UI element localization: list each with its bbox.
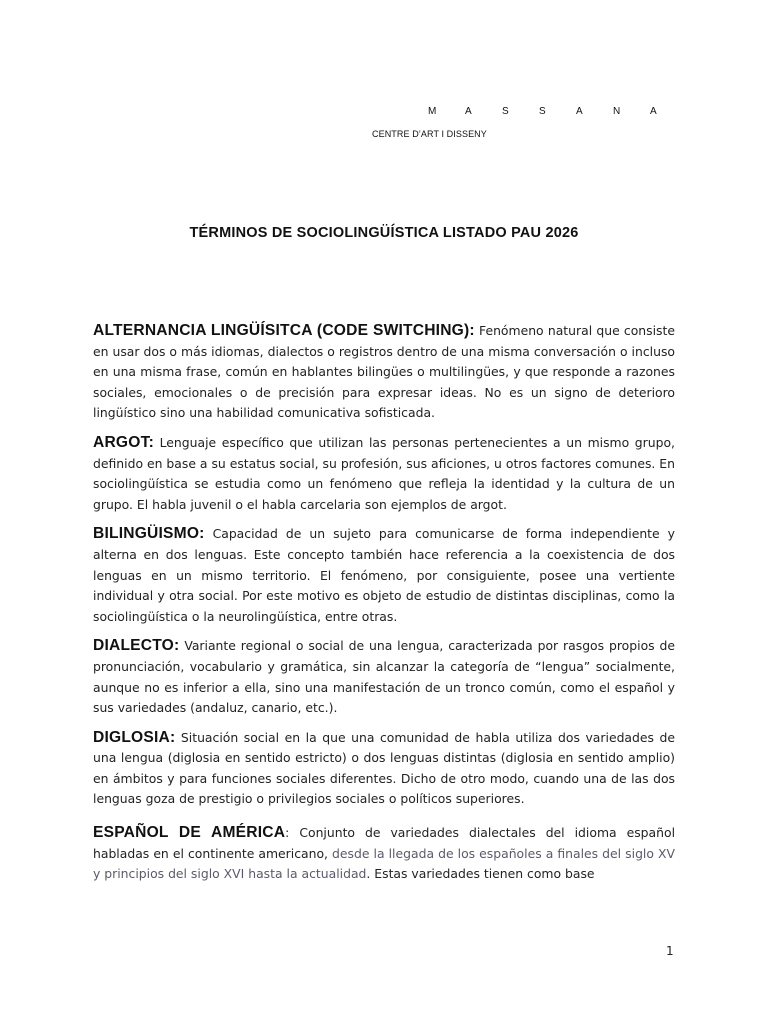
- logo-letter: A: [650, 106, 657, 117]
- term-heading: DIALECTO:: [93, 637, 180, 655]
- term-definition: Fenómeno natural que consiste en usar dos o más idiomas, dialectos o registros dentro de una misma conversación o incluso en una misma frase, común en hablantes bilingües o multilingües, y que responde a razones sociales, emocionales o de precisión para expresar ideas. No es un signo de deterioro lingüístico sino una habilidad comunicativa sofisticada.: [93, 323, 675, 421]
- term-entry: [93, 433, 675, 515]
- logo-letter: N: [613, 106, 621, 117]
- term-entry: [93, 636, 675, 718]
- logo-letter: S: [539, 106, 546, 117]
- term-entry: [93, 823, 675, 885]
- page-number: 1: [666, 944, 674, 958]
- document-title: TÉRMINOS DE SOCIOLINGÜÍSTICA LISTADO PAU 2026: [189, 225, 579, 241]
- term-definition: : Conjunto de variedades dialectales del idioma español habladas en el continente americano,: [93, 825, 676, 861]
- term-definition: Capacidad de un sujeto para comunicarse de forma independiente y alterna en dos lenguas. Este concepto también hace referencia a la coexistencia de dos lenguas en un mismo territorio. El fenómeno, por consiguiente, posee una vertiente individual y otra social. Por este motivo es objeto de estudio de distintas disciplinas, como la sociolingüística o la neurolingüística, entre otras.: [93, 526, 675, 624]
- term-definition: Variante regional o social de una lengua, caracterizada por rasgos propios de pronunciación, vocabulario y gramática, sin alcanzar la categoría de “lengua” socialmente, aunque no es inferior a ella, sino una manifestación de un tronco común, como el español y sus variedades (andaluz, canario, etc.).: [93, 638, 675, 716]
- term-definition: Lenguaje específico que utilizan las personas pertenecientes a un mismo grupo, definido en base a su estatus social, su profesión, sus aficiones, u otros factores comunes. En sociolingüística se estudia como un fenómeno que refleja la identidad y la cultura de un grupo. El habla juvenil o el habla carcelaria son ejemplos de argot.: [93, 434, 675, 512]
- term-heading: ALTERNANCIA LINGÜÍSITCA (CODE SWITCHING):: [93, 322, 475, 339]
- terms-list: [93, 321, 675, 894]
- logo-letter: S: [502, 106, 509, 117]
- massana-logo: [428, 106, 687, 117]
- term-entry: [93, 321, 675, 424]
- term-heading: BILINGÜISMO:: [93, 525, 205, 543]
- logo-letter: A: [465, 106, 472, 117]
- term-definition-highlight: desde la llegada de los españoles a finales del siglo XV y principios del siglo XVI hasta la actualidad: [93, 845, 675, 882]
- term-heading: DIGLOSIA:: [93, 728, 176, 746]
- term-heading: ARGOT:: [93, 433, 154, 451]
- logo-letter: M: [428, 106, 437, 117]
- term-definition: . Estas variedades tienen como base: [366, 866, 595, 882]
- logo-letter: A: [576, 106, 583, 117]
- term-heading: ESPAÑOL DE AMÉRICA: [93, 824, 286, 842]
- term-entry: [93, 524, 675, 627]
- logo-subtitle: CENTRE D’ART I DISSENY: [372, 129, 487, 139]
- term-definition: Situación social en la que una comunidad de habla utiliza dos variedades de una lengua (diglosia en sentido estricto) o dos lenguas distintas (diglosia en sentido amplio) en ámbitos y para funciones sociales diferentes. Dicho de otro modo, cuando una de las dos lenguas goza de prestigio o privilegios sociales o políticos superiores.: [93, 729, 675, 807]
- term-entry: [93, 728, 675, 810]
